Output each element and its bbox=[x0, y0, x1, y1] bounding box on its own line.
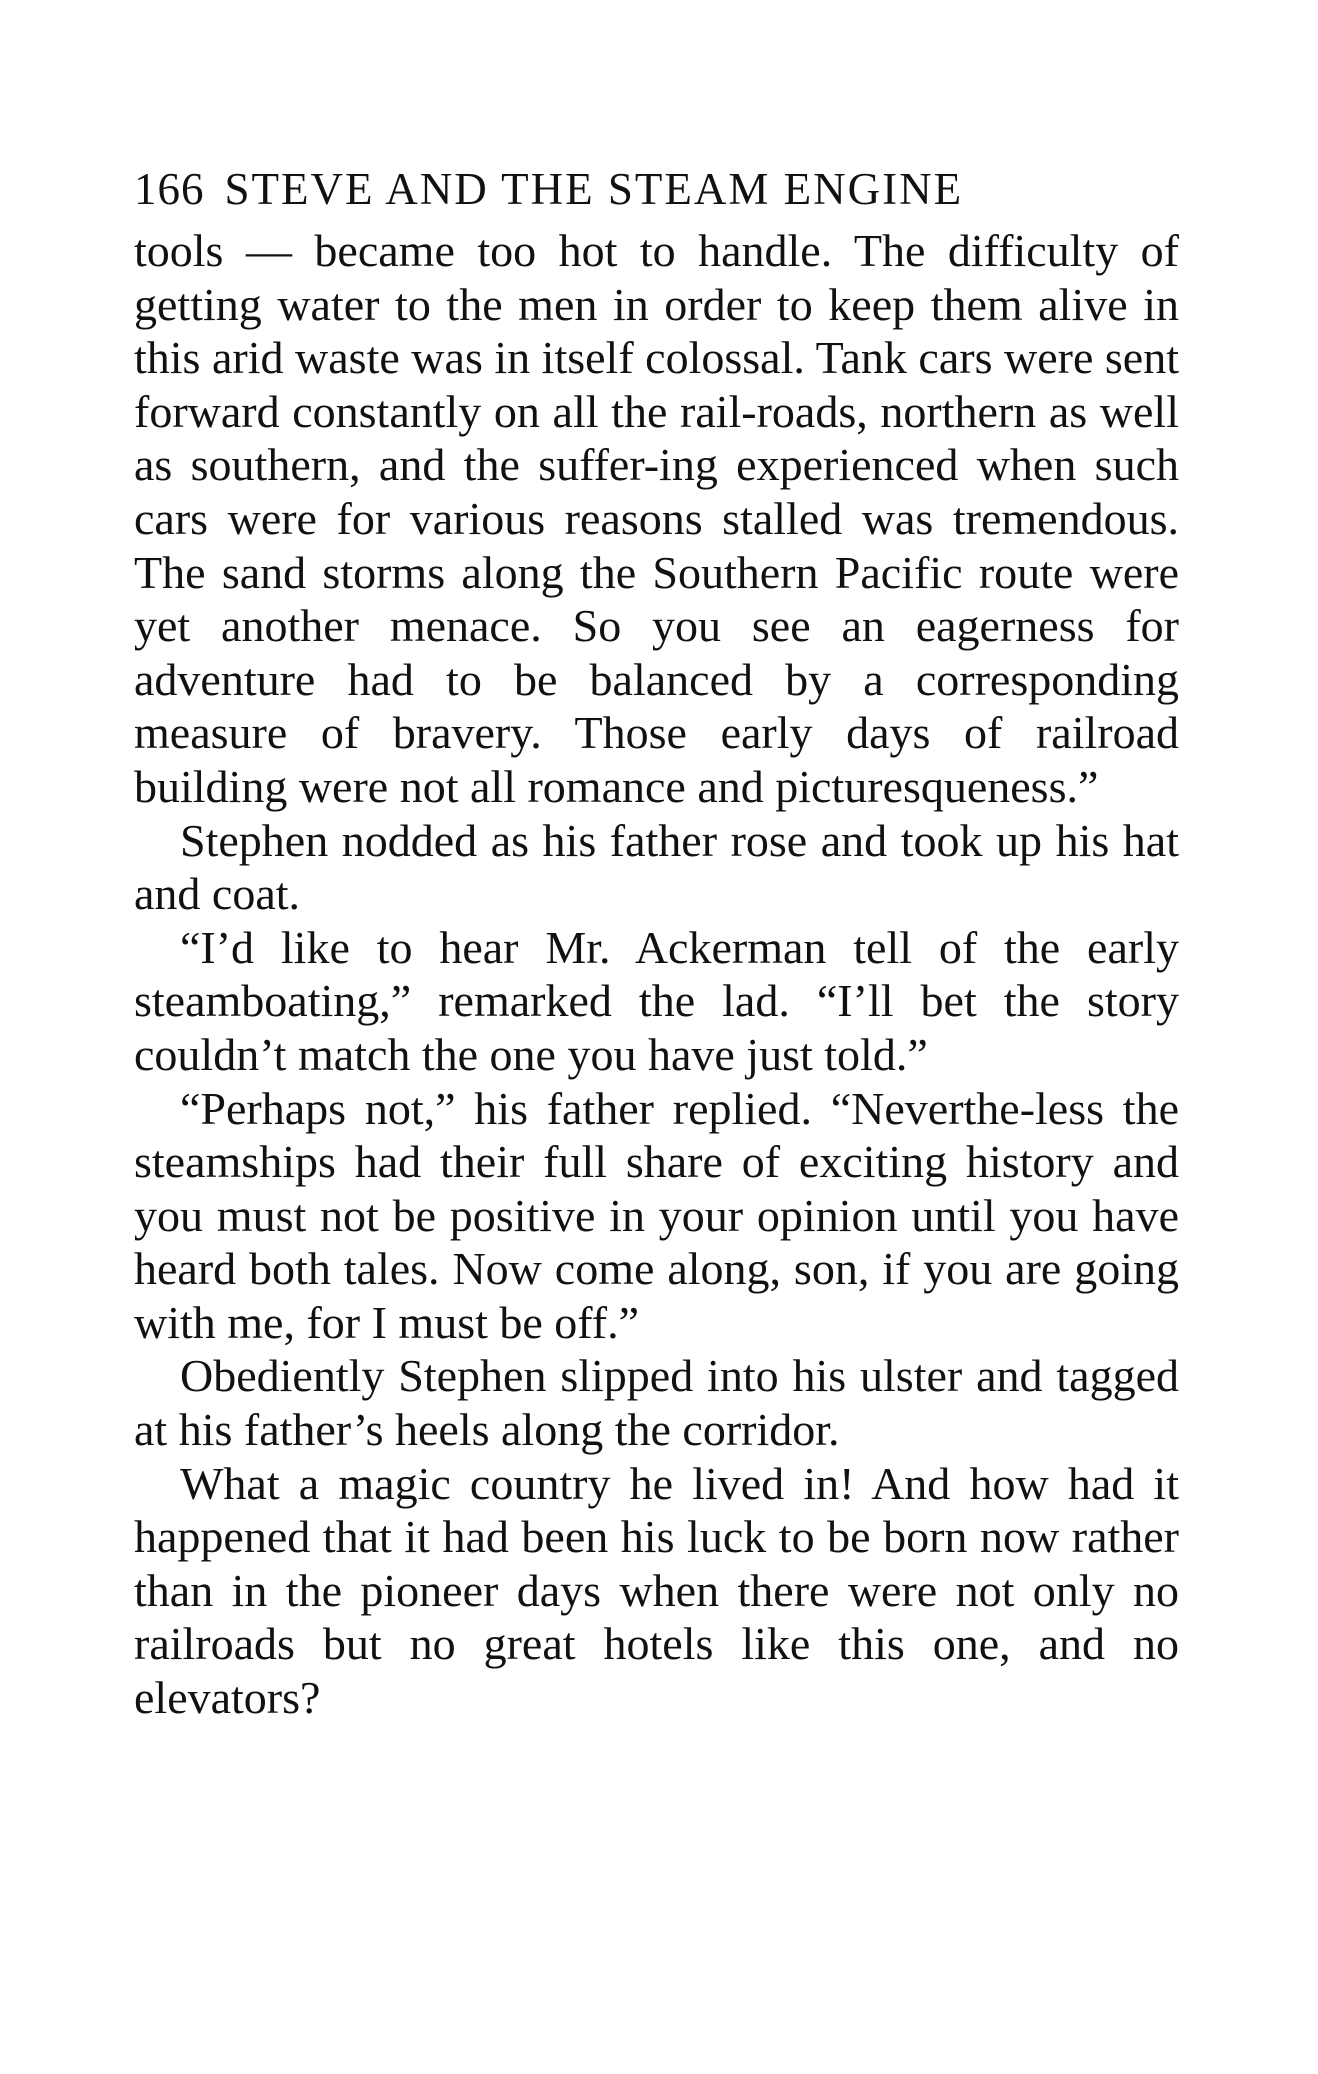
paragraph: “I’d like to hear Mr. Ackerman tell of the early steamboating,” remarked the lad. “I’ll bet the story couldn’t match the one you have just told.” bbox=[134, 921, 1179, 1080]
body-text bbox=[134, 224, 1179, 1725]
paragraph: “Perhaps not,” his father replied. “Neverthe-less the steamships had their full share of exciting history and you must not be positive in your opinion until you have heard both tales. Now come along, son, if you are going with me, for I must be off.” bbox=[134, 1082, 1179, 1348]
paragraph: What a magic country he lived in! And how had it happened that it had been his luck to be born now rather than in the pioneer days when there were not only no railroads but no great hotels like this one, and no elevators? bbox=[134, 1457, 1179, 1724]
running-title: STEVE AND THE STEAM ENGINE bbox=[224, 164, 964, 214]
paragraph-continuation: tools — became too hot to handle. The difficulty of getting water to the men in order to keep them alive in this arid waste was in itself colossal. Tank cars were sent forward constantly on all the rail-roads, northern as well as southern, and the suffer-ing experienced when such cars were for various reasons stalled was tremendous. The sand storms along the Southern Pacific route were yet another menace. So you see an eagerness for adventure had to be balanced by a corresponding measure of bravery. Those early days of railroad building were not all romance and picturesqueness.” bbox=[134, 225, 1179, 812]
running-head bbox=[134, 160, 1179, 222]
page-number: 166 bbox=[134, 164, 205, 214]
book-page bbox=[134, 160, 1179, 1725]
paragraph: Stephen nodded as his father rose and took up his hat and coat. bbox=[134, 814, 1179, 920]
paragraph: Obediently Stephen slipped into his ulster and tagged at his father’s heels along the corridor. bbox=[134, 1350, 1179, 1456]
